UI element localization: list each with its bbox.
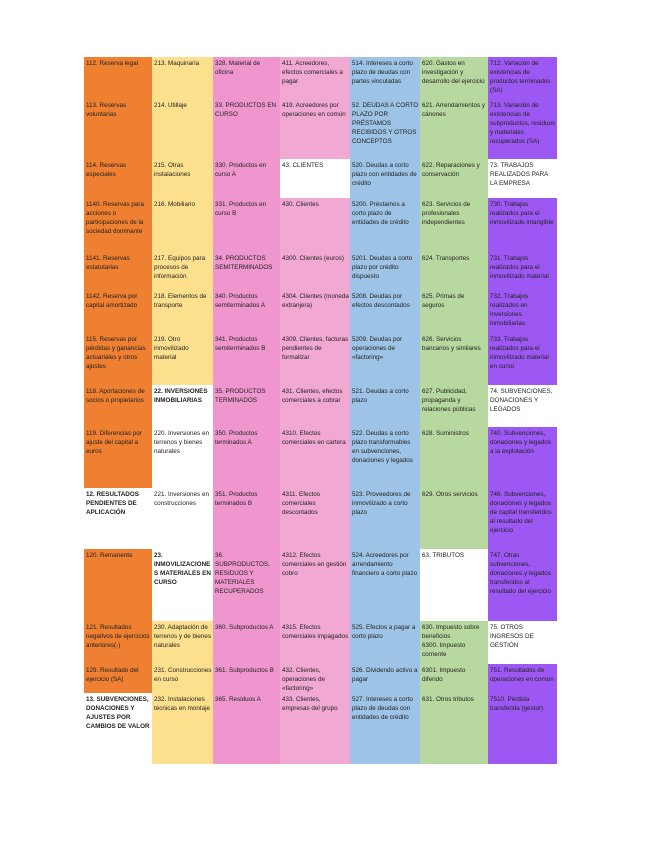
account-cell: 12. RESULTADOS PENDIENTES DE APLICACIÓN [84, 488, 152, 549]
account-cell: 74. SUBVENCIONES, DONACIONES Y LEGADOS [488, 385, 557, 427]
account-cell: 626. Servicios bancarios y similares [420, 333, 488, 385]
account-cell: 4315. Efectos comerciales impagados [280, 621, 350, 664]
account-cell: 341. Productos semiterminados B [213, 333, 280, 385]
account-cell: 350. Productos terminados A [213, 427, 280, 488]
account-cell: 1140. Reservas para acciones o participaciones de la sociedad dominante [84, 198, 152, 252]
table-row [84, 159, 557, 198]
account-cell: 13. SUBVENCIONES, DONACIONES Y AJUSTES POR CAMBIOS DE VALOR [84, 693, 152, 764]
account-cell: 220. Inversiones en terrenos y bienes naturales [152, 427, 213, 488]
account-cell: 521. Deudas a corto plazo [350, 385, 420, 427]
account-cell: 361. Subproductos B [213, 664, 280, 693]
account-cell: 627. Publicidad, propaganda y relaciones públicas [420, 385, 488, 427]
account-cell: 731. Trabajos realizados para el inmovilizado material [488, 252, 557, 290]
table-row [84, 290, 557, 333]
account-cell: 4311. Efectos comerciales descontados [280, 488, 350, 549]
account-cell: 747. Otras subvenciones, donaciones y legados transferidos al resultado del ejercicio [488, 549, 557, 621]
account-cell: 365. Residuos A [213, 693, 280, 764]
account-cell: 219. Otro inmovilizado material [152, 333, 213, 385]
account-cell: 713. Variación de existencias de subproductos, residuos y materiales recuperados (SA) [488, 99, 557, 159]
account-cell: 730. Trabajos realizados para el inmovilizado intangible [488, 198, 557, 252]
account-cell: 1142. Reserva por capital amortizado [84, 290, 152, 333]
account-cell: 621. Arrendamientos y cánones [420, 99, 488, 159]
account-cell: 113. Reservas voluntarias [84, 99, 152, 159]
table-row [84, 99, 557, 159]
account-cell: 751. Resultados de operaciones en común [488, 664, 557, 693]
account-cell: 4309. Clientes, facturas pendientes de formalizar [280, 333, 350, 385]
account-cell: 620. Gastos en investigación y desarrollo del ejercicio [420, 57, 488, 99]
account-cell: 34. PRODUCTOS SEMITERMINADOS [213, 252, 280, 290]
account-cell: 433. Clientes, empresas del grupo [280, 693, 350, 764]
account-cell: 112. Reserva legal [84, 57, 152, 99]
account-cell: 520. Deudas a corto plazo con entidades de crédito [350, 159, 420, 198]
account-cell: 22. INVERSIONES INMOBILIARIAS [152, 385, 213, 427]
account-cell: 230. Adaptación de terrenos y de bienes naturales [152, 621, 213, 664]
account-cell: 526. Dividendo activo a pagar [350, 664, 420, 693]
account-cell: 52. DEUDAS A CORTO PLAZO POR PRÉSTAMOS RECIBIDOS Y OTROS CONCEPTOS [350, 99, 420, 159]
account-cell: 118. Aportaciones de socios o propietarios [84, 385, 152, 427]
account-cell: 5201. Deudas a corto plazo por crédito dispuesto [350, 252, 420, 290]
account-cell: 514. Intereses a corto plazo de deudas con partes vinculadas [350, 57, 420, 99]
account-cell: 4304. Clientes (moneda extranjera) [280, 290, 350, 333]
account-cell: 217. Equipos para procesos de información [152, 252, 213, 290]
account-cell: 63. TRIBUTOS [420, 549, 488, 621]
account-cell: 75. OTROS INGRESOS DE GESTIÓN [488, 621, 557, 664]
account-cell: 328. Material de oficina [213, 57, 280, 99]
account-cell: 119. Diferencias por ajuste del capital a euros [84, 427, 152, 488]
account-cell: 221. Inversiones en construcciones [152, 488, 213, 549]
account-cell: 7510. Pérdida transferida (gestor) [488, 693, 557, 764]
table-row [84, 198, 557, 252]
account-cell: 628. Suministros [420, 427, 488, 488]
account-cell: 527. Intereses a corto plazo de deudas con entidades de crédito [350, 693, 420, 764]
account-cell: 351. Productos terminados B [213, 488, 280, 549]
account-cell: 4312. Efectos comerciales en gestión cobro [280, 549, 350, 621]
account-cell: 213. Maquinaria [152, 57, 213, 99]
account-cell: 360. Subproductos A [213, 621, 280, 664]
account-cell: 740. Subvenciones, donaciones y legados a la explotación [488, 427, 557, 488]
account-cell: 1141. Reservas estatutarias [84, 252, 152, 290]
account-cell: 631. Otros tributos [420, 693, 488, 764]
account-cell: 216. Mobiliario [152, 198, 213, 252]
account-cell: 524. Acreedores por arrendamiento financiero a corto plazo [350, 549, 420, 621]
account-cell: 625. Primas de seguros [420, 290, 488, 333]
account-cell: 36. SUBPRODUCTOS, RESIDUOS Y MATERIALES RECUPERADOS [213, 549, 280, 621]
account-cell: 4310. Efectos comerciales en cartera [280, 427, 350, 488]
account-cell: 623. Servicios de profesionales independientes [420, 198, 488, 252]
account-cell: 732. Trabajos realizados en inversiones inmobiliarias [488, 290, 557, 333]
account-cell: 430. Clientes [280, 198, 350, 252]
account-cell: 121. Resultados negativos de ejercicios anteriores(-) [84, 621, 152, 664]
account-cell: 330. Productos en curso A [213, 159, 280, 198]
account-cell: 114. Reservas especiales [84, 159, 152, 198]
account-cell: 340. Productos semiterminados A [213, 290, 280, 333]
table-row [84, 333, 557, 385]
account-cell: 115. Reservas por pérdidas y ganancias actuariales y otros ajustes [84, 333, 152, 385]
account-cell: 629. Otros servicios [420, 488, 488, 549]
account-cell: 215. Otras instalaciones [152, 159, 213, 198]
account-cell: 331. Productos en curso B [213, 198, 280, 252]
account-cell: 33. PRODUCTOS EN CURSO [213, 99, 280, 159]
account-cell: 214. Utillaje [152, 99, 213, 159]
account-cell: 231. Construcciones en curso [152, 664, 213, 693]
account-cell: 712. Variación de existencias de productos terminados (SA) [488, 57, 557, 99]
account-cell: 432. Clientes, operaciones de «factoring» [280, 664, 350, 693]
account-cell: 218. Elementos de transporte [152, 290, 213, 333]
table-row [84, 385, 557, 427]
account-cell: 624. Transportes [420, 252, 488, 290]
account-cell: 43. CLIENTES [280, 159, 350, 198]
account-cell: 522. Deudas a corto plazo transformables en subvenciones, donaciones y legados [350, 427, 420, 488]
account-cell: 746. Subvenciones, donaciones y legados de capital transferidos al resultado del ejercicio [488, 488, 557, 549]
account-cell: 523. Proveedores de inmovilizado a corto plazo [350, 488, 420, 549]
account-cell: 4300. Clientes (euros) [280, 252, 350, 290]
table-row [84, 621, 557, 664]
account-cell: 232. Instalaciones técnicas en montaje [152, 693, 213, 764]
account-cell: 6301. Impuesto diferido [420, 664, 488, 693]
account-cell: 411. Acreedores, efectos comerciales a pagar [280, 57, 350, 99]
account-cell: 23. INMOVILIZACIONES MATERIALES EN CURSO [152, 549, 213, 621]
table-row [84, 252, 557, 290]
account-cell: 431. Clientes, efectos comerciales a cobrar [280, 385, 350, 427]
account-cell: 630. Impuesto sobre beneficios 6300. Impuesto corriente [420, 621, 488, 664]
table-row [84, 427, 557, 488]
account-cell: 35. PRODUCTOS TERMINADOS [213, 385, 280, 427]
account-cell: 5209. Deudas por operaciones de «factoring» [350, 333, 420, 385]
table-row [84, 488, 557, 549]
account-cell: 129. Resultado del ejercicio (SA) [84, 664, 152, 693]
table-row [84, 549, 557, 621]
table-row [84, 664, 557, 693]
account-cell: 419. Acreedores por operaciones en común [280, 99, 350, 159]
table-row [84, 57, 557, 99]
account-cell: 5200. Préstamos a corto plazo de entidades de crédito [350, 198, 420, 252]
account-cell: 73. TRABAJOS REALIZADOS PARA LA EMPRESA [488, 159, 557, 198]
account-cell: 525. Efectos a pagar a corto plazo [350, 621, 420, 664]
account-cell: 733. Trabajos realizados para el inmovilizado material en curso [488, 333, 557, 385]
accounts-table [84, 57, 557, 765]
account-cell: 622. Reparaciones y conservación [420, 159, 488, 198]
account-cell: 120. Remanente [84, 549, 152, 621]
account-cell: 5208. Deudas por efectos descontados [350, 290, 420, 333]
table-row [84, 693, 557, 764]
